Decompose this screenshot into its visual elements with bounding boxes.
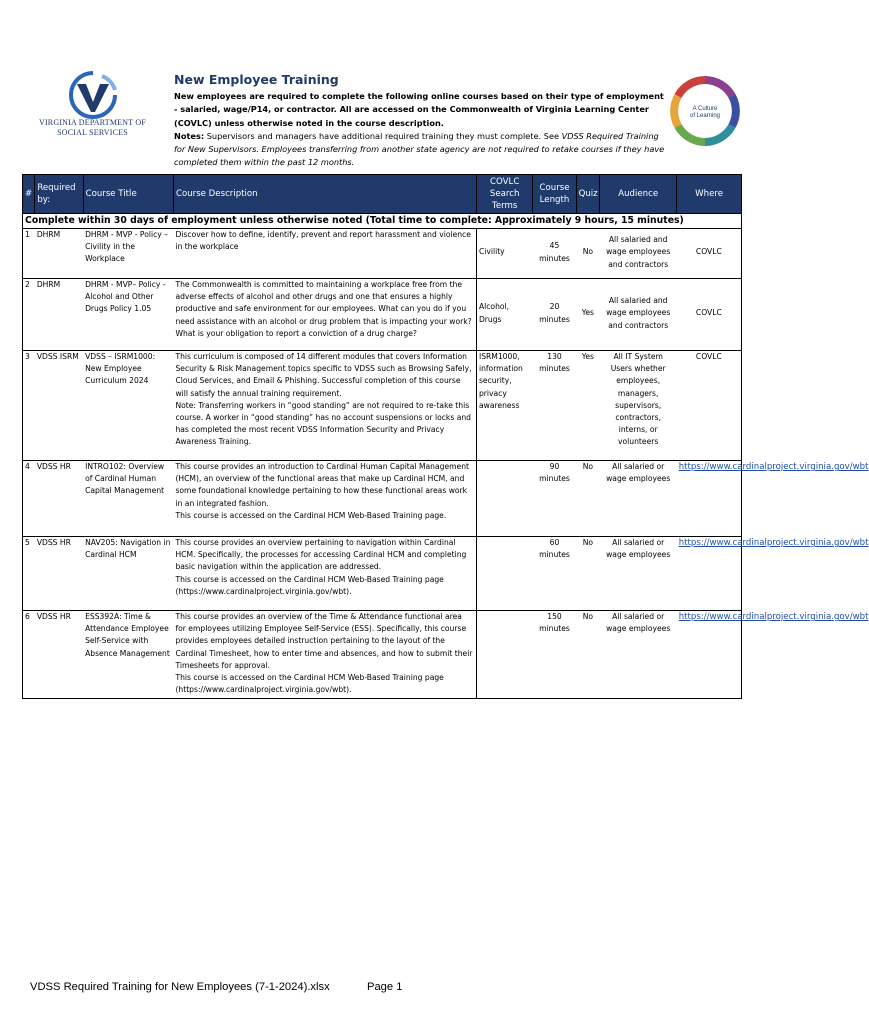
table-row [23,461,742,537]
row-required-by: DHRM [35,279,83,351]
row-number: 6 [23,611,35,699]
row-where [677,461,869,537]
row-course-description: Discover how to define, identify, prevent and report harassment and violence in the workplace [173,229,476,279]
row-quiz: Yes [576,279,600,351]
row-number: 5 [23,537,35,611]
header-course-title: Course Title [83,175,173,214]
row-quiz: No [576,537,600,611]
header-search-terms: COVLC Search Terms [476,175,532,214]
header-audience: Audience [600,175,677,214]
row-search-terms [476,537,532,611]
row-quiz: No [576,461,600,537]
row-required-by: VDSS HR [35,611,83,699]
row-search-terms: Alcohol, Drugs [476,279,532,351]
row-course-length: 45 minutes [533,229,576,279]
row-course-title: NAV205: Navigation in Cardinal HCM [83,537,173,611]
row-where: COVLC [677,351,742,461]
culture-ring-icon [670,76,740,146]
row-number: 1 [23,229,35,279]
row-required-by: VDSS HR [35,537,83,611]
row-number: 2 [23,279,35,351]
where-link[interactable]: https://www.cardinalproject.virginia.gov/wbt [678,462,869,472]
notes-text: Supervisors and managers have additional required training they must complete. See [206,130,562,141]
row-required-by: VDSS HR [35,461,83,537]
row-search-terms [476,461,532,537]
badge-text-2: of Learning [689,113,721,119]
row-audience: All salaried and wage employees and contractors [600,229,677,279]
section-heading: Complete within 30 days of employment unless otherwise noted (Total time to complete: Approximately 9 hours, 15 minutes) [23,214,742,229]
courses-table [22,174,869,699]
row-where: COVLC [677,229,742,279]
intro-section [174,72,666,170]
notes-italic: VDSS Required Training for New Supervisors. Employees transferring from another state agency are not required to retake courses if they have completed them within the past 12 months. [174,130,665,168]
header-where: Where [677,175,742,214]
row-audience: All salaried and wage employees and contractors [600,279,677,351]
row-audience: All salaried or wage employees [600,611,677,699]
row-where [677,611,869,699]
row-number: 3 [23,351,35,461]
where-link[interactable]: https://www.cardinalproject.virginia.gov/wbt [678,538,869,548]
row-quiz: Yes [576,351,600,461]
row-audience: All salaried or wage employees [600,461,677,537]
row-course-description: This course provides an introduction to Cardinal Human Capital Management (HCM), an overview of the functional areas that make up Cardinal HCM, and some foundational knowledge pertaining to how these functional areas work in an integrated fashion. This course is accessed on the Cardinal HCM Web-Based Training page. [173,461,476,537]
row-course-description: The Commonwealth is committed to maintaining a workplace free from the adverse effects of alcohol and other drugs and one that ensures a highly productive and safe environment for our employees. What can you do if you need assistance with an alcohol or drug problem that is impacting your work? What is your obligation to report a conviction of a drug charge? [173,279,476,351]
badge-text-1: A Culture [692,106,718,112]
row-course-title: ESS392A: Time & Attendance Employee Self-Service with Absence Management [83,611,173,699]
intro-paragraph [174,90,666,130]
culture-of-learning-badge [670,76,740,146]
row-audience: All salaried or wage employees [600,537,677,611]
row-where: COVLC [677,279,742,351]
footer-page-number: Page 1 [367,981,403,993]
header-course-description: Course Description [173,175,476,214]
row-search-terms [476,611,532,699]
vdss-v-logo-icon [64,72,122,118]
row-course-description: This course provides an overview of the Time & Attendance functional area for employees utilizing Employee Self-Service (ESS). Specifically, this course provides employees detailed instruction pertaining to the layout of the Cardinal Timesheet, how to enter time and absences, and how to submit their Timesheets for approval. This course is accessed on the Cardinal HCM Web-Based Training page (https://www.cardinalproject.virginia.gov/wbt). [173,611,476,699]
notes-paragraph [174,130,666,170]
row-number: 4 [23,461,35,537]
row-where [677,537,869,611]
row-course-title: INTRO102: Overview of Cardinal Human Capital Management [83,461,173,537]
row-course-description: This course provides an overview pertaining to navigation within Cardinal HCM. Specifically, the processes for accessing Cardinal HCM and completing basic navigation within the application are addressed. This course is accessed on the Cardinal HCM Web-Based Training page (https://www.cardinalproject.virginia.gov/wbt). [173,537,476,611]
page-title: New Employee Training [174,72,339,87]
row-course-length: 60 minutes [533,537,576,611]
row-course-length: 90 minutes [533,461,576,537]
row-quiz: No [576,229,600,279]
row-course-title: VDSS – ISRM1000: New Employee Curriculum 2024 [83,351,173,461]
row-course-length: 150 minutes [533,611,576,699]
row-quiz: No [576,611,600,699]
header-quiz: Quiz [576,175,600,214]
table-header-row [23,175,742,214]
header-num: # [23,175,35,214]
table-row [23,537,742,611]
table-row [23,229,742,279]
row-course-length: 130 minutes [533,351,576,461]
row-audience: All IT System Users whether employees, managers, supervisors, contractors, interns, or volunteers [600,351,677,461]
where-link[interactable]: https://www.cardinalproject.virginia.gov/wbt [678,612,869,622]
row-course-title: DHRM - MVP– Policy - Alcohol and Other Drugs Policy 1.05 [83,279,173,351]
header-course-length: Course Length [533,175,576,214]
row-course-length: 20 minutes [533,279,576,351]
logo-line-1: VIRGINIA DEPARTMENT OF [38,118,147,127]
table-row [23,611,742,699]
row-required-by: DHRM [35,229,83,279]
notes-label: Notes: [174,130,205,141]
row-search-terms: ISRM1000, information security, privacy awareness [476,351,532,461]
logo-line-2: SOCIAL SERVICES [57,128,128,137]
row-required-by: VDSS ISRM [35,351,83,461]
footer-filename: VDSS Required Training for New Employees (7-1-2024).xlsx [30,981,330,993]
table-row [23,351,742,461]
section-row [23,214,742,229]
row-search-terms: Civility [476,229,532,279]
table-row [23,279,742,351]
row-course-description: This curriculum is composed of 14 different modules that covers Information Security & Risk Management topics specific to VDSS such as Browsing Safely, Cloud Services, and Email & Phishing. Successful completion of this course will satisfy the annual training requirement. Note: Transferring workers in “good standing” are not required to re-take this course. A worker in “good standing” has no account suspensions or locks and has completed the most recent VDSS Information Security and Privacy Awareness Training. [173,351,476,461]
row-course-title: DHRM - MVP - Policy – Civility in the Workplace [83,229,173,279]
vdss-logo [30,72,155,138]
intro-text: New employees are required to complete the following online courses based on their type of employment - salaried, wage/P14, or contractor. All are accessed on the Commonwealth of Virginia Learning Center (COVLC) unless otherwise noted in the course description. [174,91,664,128]
header-required-by: Required by: [35,175,83,214]
